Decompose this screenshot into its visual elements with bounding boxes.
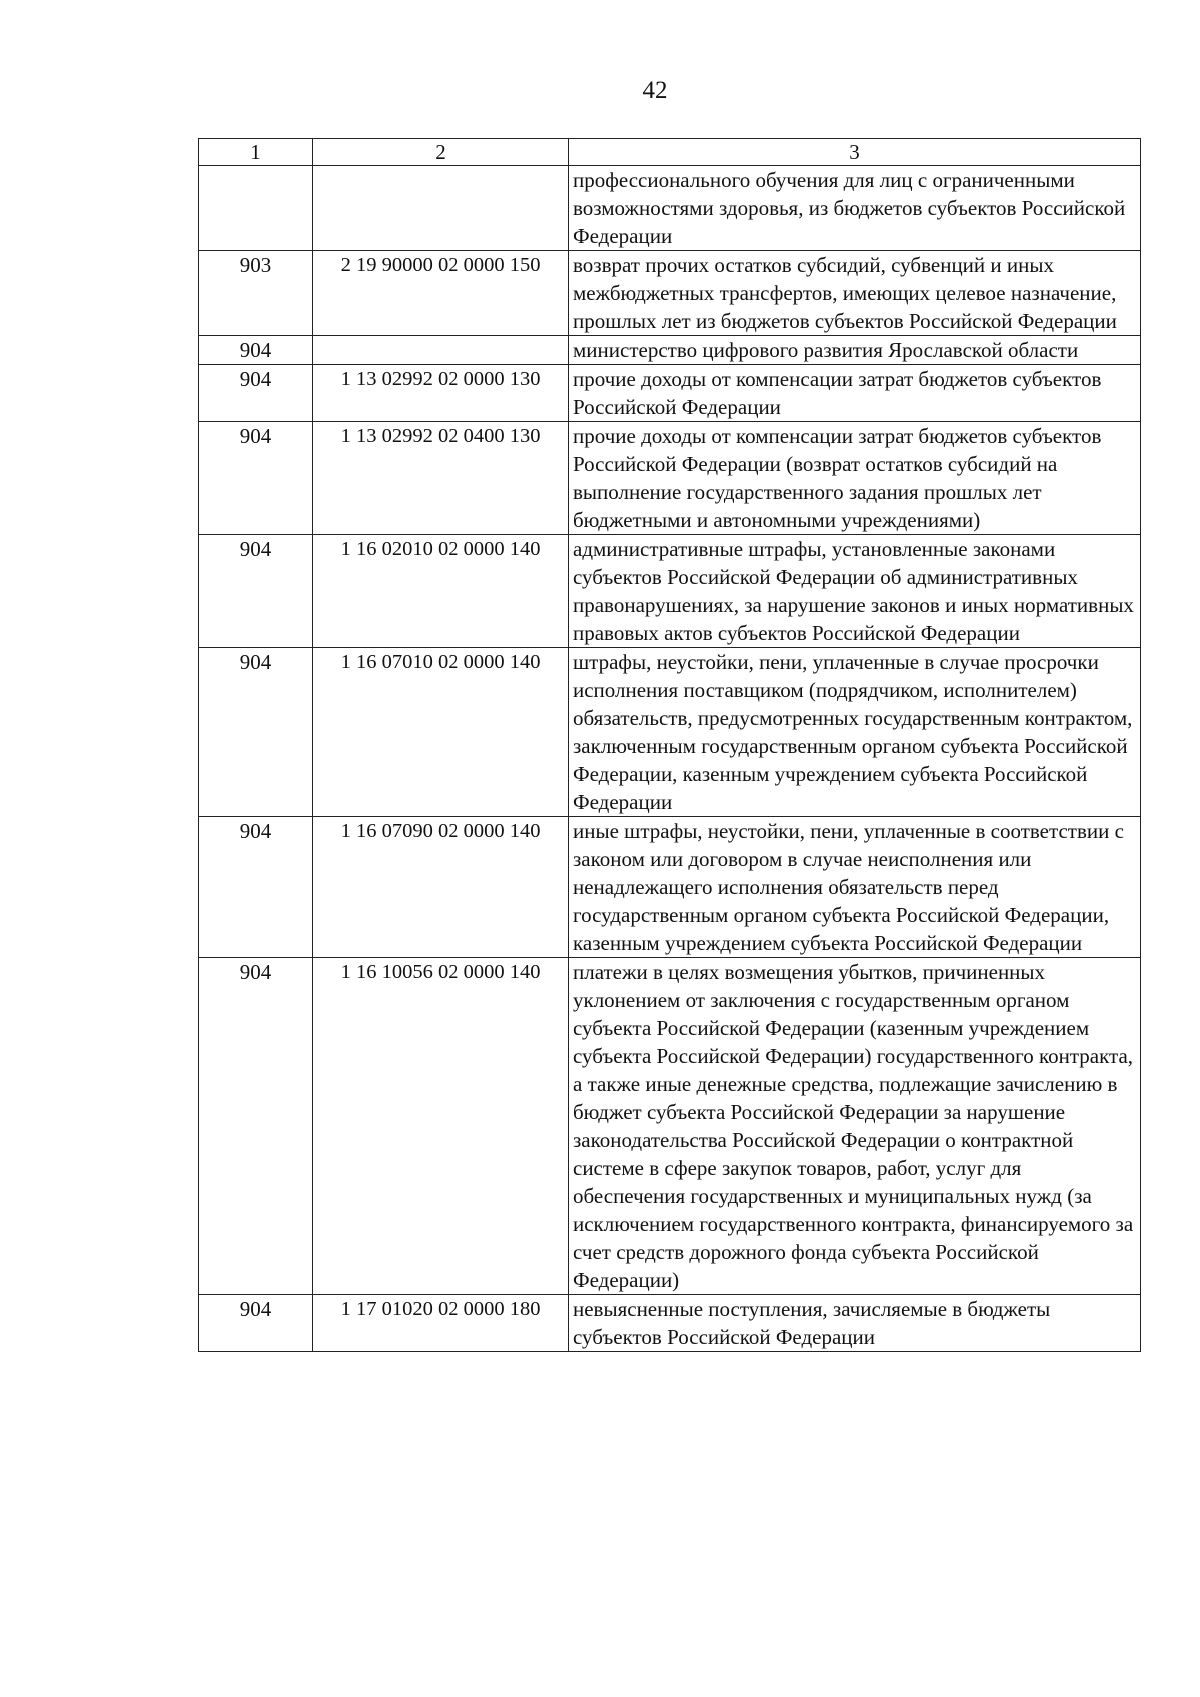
revenue-code-cell: 1 17 01020 02 0000 180 <box>313 1295 569 1352</box>
header-col-2: 2 <box>313 139 569 166</box>
revenue-name-cell: прочие доходы от компенсации затрат бюджетов субъектов Российской Федерации (возврат остатков субсидий на выполнение государственного задания прошлых лет бюджетными и автономными учреждениями) <box>569 422 1141 535</box>
revenue-name-cell: административные штрафы, установленные законами субъектов Российской Федерации об административных правонарушениях, за нарушение законов и иных нормативных правовых актов субъектов Российской Федерации <box>569 535 1141 648</box>
revenue-code-cell: 1 16 07090 02 0000 140 <box>313 817 569 958</box>
admin-code-cell: 904 <box>199 365 313 422</box>
admin-code-cell: 904 <box>199 535 313 648</box>
revenue-code-cell: 1 13 02992 02 0400 130 <box>313 422 569 535</box>
admin-code-cell: 904 <box>199 958 313 1295</box>
page-number: 42 <box>642 77 668 104</box>
admin-code-cell: 904 <box>199 648 313 817</box>
budget-codes-table <box>198 138 1141 1352</box>
table-body <box>199 166 1141 1352</box>
revenue-code-cell: 1 16 10056 02 0000 140 <box>313 958 569 1295</box>
revenue-name-cell: платежи в целях возмещения убытков, причиненных уклонением от заключения с государственным органом субъекта Российской Федерации (казенным учреждением субъекта Российской Федерации) государственного контракта, а также иные денежные средства, подлежащие зачислению в бюджет субъекта Российской Федерации за нарушение законодательства Российской Федерации о контрактной системе в сфере закупок товаров, работ, услуг для обеспечения государственных и муниципальных нужд (за исключением государственного контракта, финансируемого за счет средств дорожного фонда субъекта Российской Федерации) <box>569 958 1141 1295</box>
table-row <box>199 1295 1141 1352</box>
table-row <box>199 958 1141 1295</box>
admin-code-cell: 904 <box>199 336 313 365</box>
table-row <box>199 422 1141 535</box>
revenue-name-cell: иные штрафы, неустойки, пени, уплаченные в соответствии с законом или договором в случае неисполнения или ненадлежащего исполнения обязательств перед государственным органом субъекта Российской Федерации, казенным учреждением субъекта Российской Федерации <box>569 817 1141 958</box>
revenue-name-cell: министерство цифрового развития Ярославской области <box>569 336 1141 365</box>
table-header <box>199 139 1141 166</box>
admin-code-cell: 904 <box>199 422 313 535</box>
revenue-name-cell: профессионального обучения для лиц с ограниченными возможностями здоровья, из бюджетов субъектов Российской Федерации <box>569 166 1141 251</box>
header-col-3: 3 <box>569 139 1141 166</box>
revenue-code-cell <box>313 166 569 251</box>
revenue-code-cell: 1 16 02010 02 0000 140 <box>313 535 569 648</box>
admin-code-cell: 904 <box>199 1295 313 1352</box>
table-row <box>199 535 1141 648</box>
admin-code-cell: 903 <box>199 251 313 336</box>
table-row <box>199 365 1141 422</box>
revenue-name-cell: штрафы, неустойки, пени, уплаченные в случае просрочки исполнения поставщиком (подрядчиком, исполнителем) обязательств, предусмотренных государственным контрактом, заключенным государственным органом субъекта Российской Федерации, казенным учреждением субъекта Российской Федерации <box>569 648 1141 817</box>
header-col-1: 1 <box>199 139 313 166</box>
revenue-name-cell: невыясненные поступления, зачисляемые в бюджеты субъектов Российской Федерации <box>569 1295 1141 1352</box>
table-row <box>199 251 1141 336</box>
revenue-code-cell: 1 16 07010 02 0000 140 <box>313 648 569 817</box>
revenue-name-cell: возврат прочих остатков субсидий, субвенций и иных межбюджетных трансфертов, имеющих целевое назначение, прошлых лет из бюджетов субъектов Российской Федерации <box>569 251 1141 336</box>
revenue-code-cell: 2 19 90000 02 0000 150 <box>313 251 569 336</box>
revenue-code-cell: 1 13 02992 02 0000 130 <box>313 365 569 422</box>
table-row <box>199 648 1141 817</box>
revenue-name-cell: прочие доходы от компенсации затрат бюджетов субъектов Российской Федерации <box>569 365 1141 422</box>
admin-code-cell: 904 <box>199 817 313 958</box>
table-row <box>199 817 1141 958</box>
revenue-code-cell <box>313 336 569 365</box>
admin-code-cell <box>199 166 313 251</box>
table-row <box>199 166 1141 251</box>
table-row <box>199 336 1141 365</box>
header-row <box>199 139 1141 166</box>
